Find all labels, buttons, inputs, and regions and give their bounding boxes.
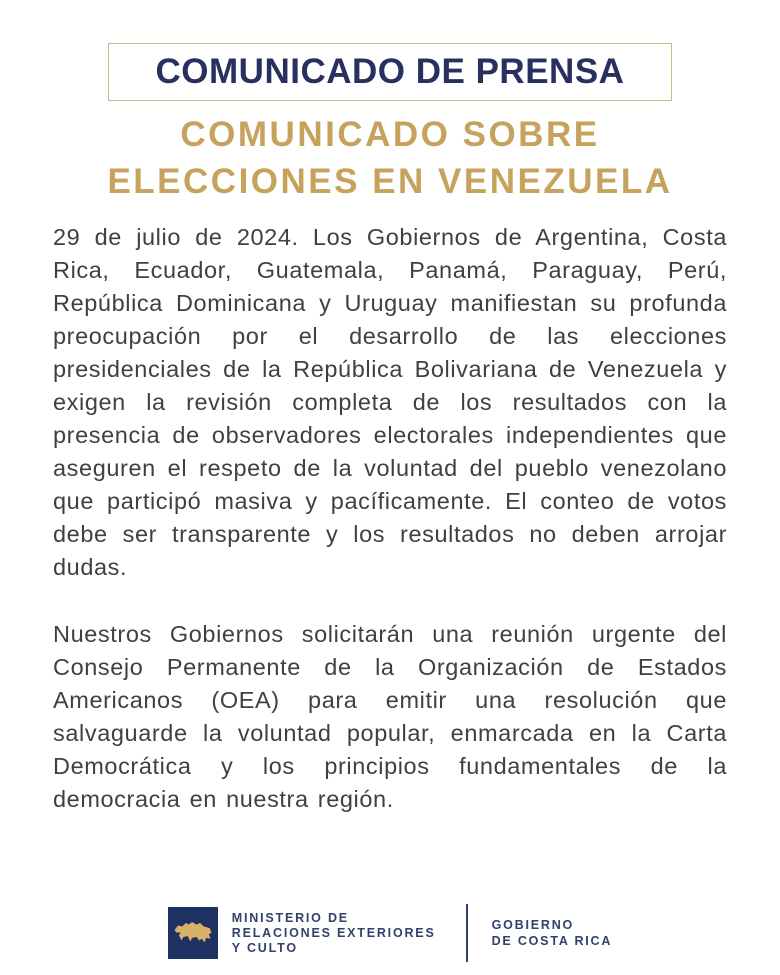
paragraph-1: 29 de julio de 2024. Los Gobiernos de Argentina, Costa Rica, Ecuador, Guatemala, Panamá, Paraguay, Perú, República Dominicana y Uruguay manifiestan su profunda preocupación por el desarrollo de las elecciones presidenciales de la República Bolivariana de Venezuela y exigen la revisión completa de los resultados con la presencia de observadores electorales independientes que aseguren el respeto de la voluntad del pueblo venezolano que participó masiva y pacíficamente. El conteo de votos debe ser transparente y los resultados no deben arrojar dudas.: [53, 224, 727, 580]
government-name-line-1: GOBIERNO: [491, 918, 575, 932]
ministry-name-line-1: MINISTERIO DE: [231, 910, 349, 925]
press-release-banner: [108, 43, 672, 101]
document-title-line-1: COMUNICADO SOBRE: [180, 115, 600, 154]
ministry-name: [232, 911, 436, 956]
paragraph-2: Nuestros Gobiernos solicitarán una reunión urgente del Consejo Permanente de la Organización de Estados Americanos (OEA) para emitir una resolución que salvaguarde la voluntad popular, enmarcada en la Carta Democrática y los principios fundamentales de la democracia en nuestra región.: [53, 621, 727, 812]
footer-logo-lockup: [168, 904, 612, 962]
footer-divider: [466, 904, 468, 962]
government-name: [492, 917, 613, 949]
ministry-name-line-2: RELACIONES EXTERIORES: [231, 925, 436, 940]
document-title: [107, 111, 672, 205]
government-name-line-2: DE COSTA RICA: [491, 934, 613, 948]
ministry-name-line-3: Y CULTO: [231, 940, 298, 955]
document-title-line-2: ELECCIONES EN VENEZUELA: [107, 162, 673, 201]
costa-rica-map-icon: [168, 907, 218, 959]
banner-title: COMUNICADO DE PRENSA: [155, 52, 625, 91]
press-release-body: [0, 221, 780, 850]
